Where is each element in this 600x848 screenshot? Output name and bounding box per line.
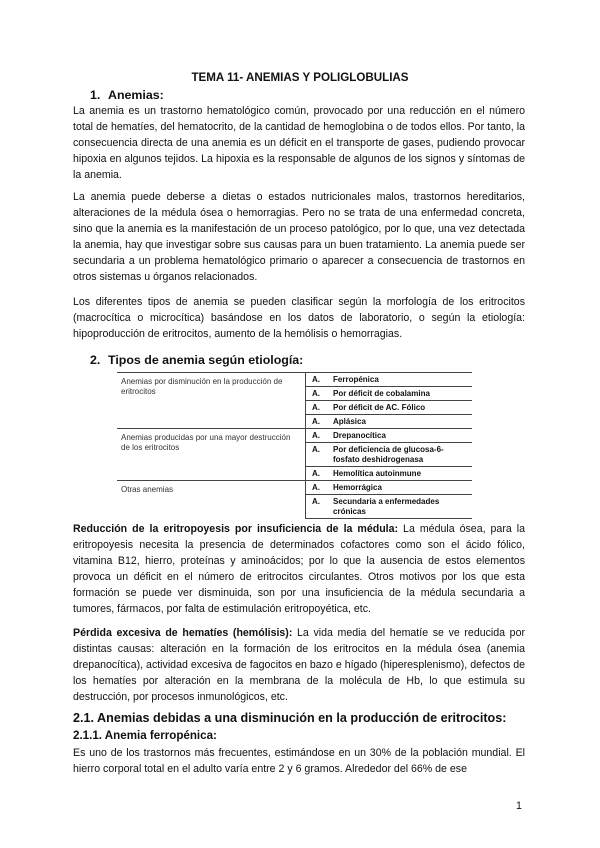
paragraph-body: La vida media del hematíe se ve reducida por distintas causas: alteración en la formación de los eritrocitos en la médula ósea (anemia drepanocítica), actividad excesiva de fagocitos en bazo e hígado (hiperesplenismo), defectos de los hematíes por alteración en la membrana de la molécula de Hb, lo que estimula su destrucción, por procesos inmunológicos, etc. [73,627,525,703]
paragraph-lead: Pérdida excesiva de hematíes (hemólisis): [73,627,293,639]
item-letter: A. [312,389,320,398]
item-letter: A. [312,375,320,384]
paragraph-classification: Los diferentes tipos de anemia se pueden clasificar según la morfología de los eritrocitos (macrocítica o microcítica) basándose en los datos de laboratorio, o según la etiología: hipoproducción de eritrocitos, aumento de la hemólisis o hemorragias. [73,296,525,340]
table-cell [306,373,473,387]
item-text: Hemorrágica [333,483,382,492]
item-letter: A. [312,445,320,454]
item-letter: A. [312,497,320,506]
paragraph-definition: La anemia es un trastorno hematológico común, provocado por una reducción en el número total de hematíes, del hematocrito, de la cantidad de hemoglobina o de todos ellos. Por tanto, la consecuencia directa de una anemia es un déficit en el transporte de gases, pudiendo provocar hipoxia en algunos tejidos. La hipoxia es la responsable de algunos de los signos y síntomas de la anemia. [73,105,525,181]
group-label: Anemias por disminución en la producción de eritrocitos [117,373,306,429]
section-title: Tipos de anemia según etiología: [108,353,304,367]
page-number: 1 [516,800,522,812]
section-title: Anemias: [108,88,164,102]
table-cell [306,443,473,467]
subsection-heading-production: 2.1. Anemias debidas a una disminución en la producción de eritrocitos: [73,711,507,725]
table-cell [306,481,473,495]
item-text: Por déficit de AC. Fólico [333,403,426,412]
item-text: Ferropénica [333,375,379,384]
item-text: Por déficit de cobalamina [333,389,430,398]
table-row [117,373,472,387]
paragraph-lead: Reducción de la eritropoyesis por insuficiencia de la médula: [73,523,399,535]
table-cell [306,415,473,429]
section-heading-anemias [90,88,164,102]
section-number: 1. [90,88,101,102]
paragraph-hemolysis [73,625,525,705]
table-row [117,481,472,495]
item-letter: A. [312,483,320,492]
table-cell [306,495,473,519]
subsubsection-heading-ferropenic: 2.1.1. Anemia ferropénica: [73,729,217,742]
table-row [117,429,472,443]
item-text: Drepanocítica [333,431,386,440]
item-text: Aplásica [333,417,366,426]
table-cell [306,467,473,481]
item-text: Hemolítica autoinmune [333,469,422,478]
table-cell [306,429,473,443]
paragraph-causes: La anemia puede deberse a dietas o estados nutricionales malos, trastornos hereditarios, alteraciones de la médula ósea o hemorragias. Pero no se trata de una enfermedad concreta, sino que la anemia es la manifestación de un proceso patológico, por lo que, una vez detectada la anemia, hay que investigar sobre sus causas para un buen tratamiento. La anemia puede ser secundaria a un problema hematológico primario o aparecer a consecuencia de trastornos en otros sistemas u órganos relacionados. [73,191,525,283]
etiology-table [117,372,472,519]
item-text: Por deficiencia de glucosa-6-fosfato deshidrogenasa [333,445,444,464]
paragraph-ferropenic: Es uno de los trastornos más frecuentes, estimándose en un 30% de la población mundial. El hierro corporal total en el adulto varía entre 2 y 6 gramos. Alrededor del 66% de ese [73,747,525,775]
item-text: Secundaria a enfermedades crónicas [333,497,440,516]
group-label: Otras anemias [117,481,306,519]
item-letter: A. [312,469,320,478]
paragraph-body: La médula ósea, para la eritropoyesis necesita la presencia de determinados cofactores como son el ácido fólico, vitamina B12, hierro, proteínas y aminoácidos; por lo que la ausencia de estos elementos provoca un déficit en el número de eritrocitos circulantes. Otros motivos por los que esta formación se puede ver disminuida, son por una insuficiencia de la médula secundaria a tumores, fármacos, por falta de estimulación eritropoyética, etc. [73,523,526,615]
item-letter: A. [312,403,320,412]
table-cell [306,387,473,401]
item-letter: A. [312,417,320,426]
section-number: 2. [90,353,101,367]
section-heading-types [90,353,303,367]
paragraph-erythropoiesis [73,521,525,617]
group-label: Anemias producidas por una mayor destrucción de los eritrocitos [117,429,306,481]
item-letter: A. [312,431,320,440]
table-cell [306,401,473,415]
page-title: TEMA 11- ANEMIAS Y POLIGLOBULIAS [191,71,409,84]
